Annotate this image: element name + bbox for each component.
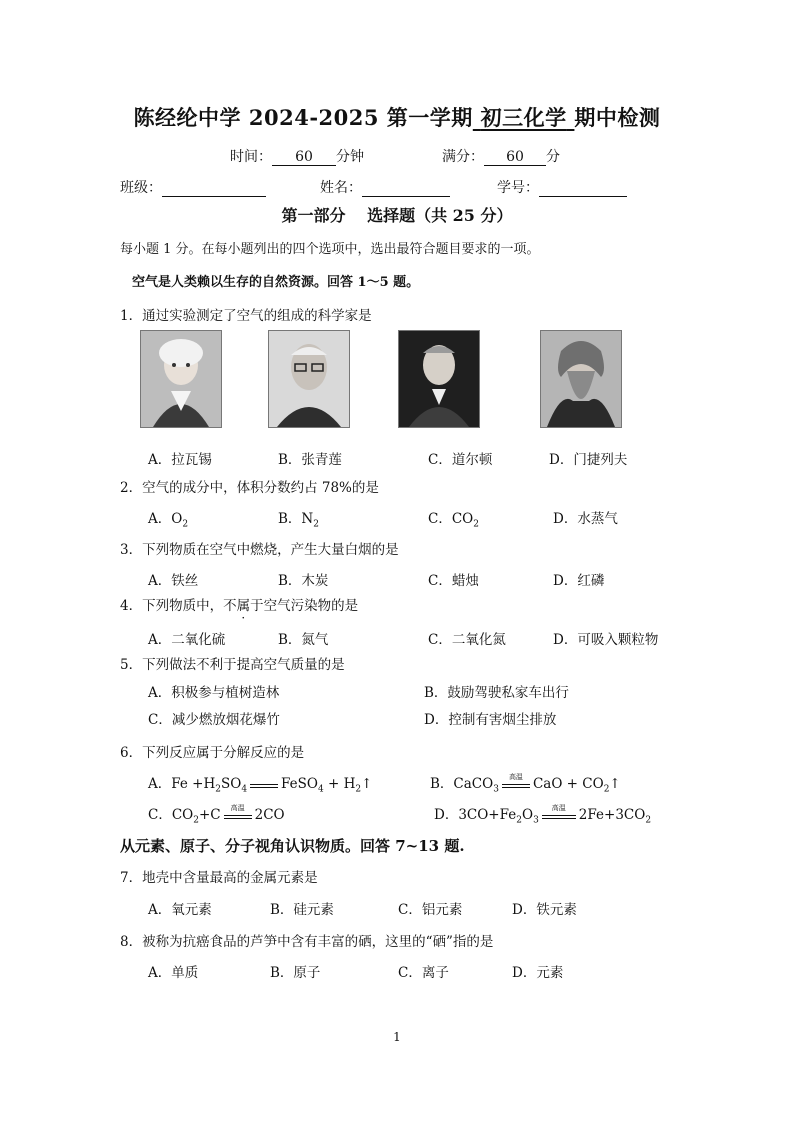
q2-option-b[interactable]: B．$N_2$ <box>278 511 319 530</box>
group-intro-2: 从元素、原子、分子视角认识物质。回答 7~13 题. <box>120 837 465 855</box>
student-id-blank[interactable] <box>539 180 627 197</box>
class-blank[interactable] <box>162 180 266 197</box>
subject-name: 初三化学 <box>480 105 567 130</box>
q1-option-a[interactable]: A．拉瓦锡 <box>148 452 212 468</box>
question-5-stem: 5．下列做法不利于提高空气质量的是 <box>120 657 345 673</box>
emphasis-dotted: 不属于 <box>223 598 264 614</box>
time-value: 60 <box>272 149 336 166</box>
q2-option-d[interactable]: D．水蒸气 <box>553 511 618 527</box>
q2-option-c[interactable]: C．$CO_2$ <box>428 511 479 530</box>
student-id-field[interactable]: 学号： <box>497 177 627 197</box>
q6-option-c[interactable]: C．$CO_2+C$ 高温 2CO <box>148 803 285 826</box>
score-value: 60 <box>484 149 546 166</box>
q1-option-c[interactable]: C．道尔顿 <box>428 452 493 468</box>
q3-option-a[interactable]: A．铁丝 <box>148 573 199 589</box>
section-title: 第一部分 选择题（共 25 分） <box>281 206 513 225</box>
q8-option-d[interactable]: D．元素 <box>512 965 564 981</box>
q3-option-c[interactable]: C．蜡烛 <box>428 573 479 589</box>
reaction-condition-arrow: 高温 <box>224 809 252 823</box>
q6-option-b[interactable]: B．CaCO$_3$ 高温 CaO + $CO_2↑$ <box>430 772 621 795</box>
q5-option-c[interactable]: C．减少燃放烟花爆竹 <box>148 712 280 728</box>
q7-option-d[interactable]: D．铁元素 <box>512 902 577 918</box>
q1-option-d[interactable]: D．门捷列夫 <box>549 452 628 468</box>
q5-option-a[interactable]: A．积极参与植树造林 <box>148 685 280 701</box>
portrait-zhang-qinglian <box>268 330 350 428</box>
name-field[interactable]: 姓名： <box>320 177 450 197</box>
portrait-lavoisier <box>140 330 222 428</box>
class-field[interactable]: 班级： <box>120 177 266 197</box>
q4-option-d[interactable]: D．可吸入颗粒物 <box>553 632 659 648</box>
q5-option-d[interactable]: D．控制有害烟尘排放 <box>424 712 557 728</box>
name-blank[interactable] <box>362 180 450 197</box>
time-field: 时间： 60 分钟 <box>230 149 364 165</box>
score-field: 满分： 60 分 <box>442 149 560 165</box>
q4-option-b[interactable]: B．氮气 <box>278 632 329 648</box>
q3-option-b[interactable]: B．木炭 <box>278 573 329 589</box>
question-4-stem: 4．下列物质中，不属于空气污染物的是 <box>120 594 358 614</box>
question-2-stem: 2．空气的成分中，体积分数约占 78%的是 <box>120 480 379 496</box>
equals-sign <box>250 778 278 792</box>
portrait-mendeleev <box>540 330 622 428</box>
question-6-stem: 6．下列反应属于分解反应的是 <box>120 745 305 761</box>
question-3-stem: 3．下列物质在空气中燃烧，产生大量白烟的是 <box>120 542 399 558</box>
q3-option-d[interactable]: D．红磷 <box>553 573 605 589</box>
question-1-stem: 1．通过实验测定了空气的组成的科学家是 <box>120 308 372 324</box>
page-number: 1 <box>393 1030 401 1044</box>
question-7-stem: 7．地壳中含量最高的金属元素是 <box>120 870 318 886</box>
q8-option-b[interactable]: B．原子 <box>270 965 321 981</box>
portrait-dalton <box>398 330 480 428</box>
exam-title: 陈经纶中学 2024-2025 第一学期 初三化学 期中检测 <box>133 105 661 130</box>
question-8-stem: 8．被称为抗癌食品的芦笋中含有丰富的硒，这里的“硒”指的是 <box>120 934 494 950</box>
q2-option-a[interactable]: A．$O_2$ <box>148 511 189 530</box>
q6-option-a[interactable]: A．$Fe +H_2SO_4$ FeSO$_4$ + $H_2↑$ <box>148 776 373 795</box>
q8-option-c[interactable]: C．离子 <box>398 965 449 981</box>
q6-option-d[interactable]: D．$3CO+Fe_2O_3$ 高温 $2Fe+3CO_2$ <box>434 803 652 826</box>
q7-option-a[interactable]: A．氧元素 <box>148 902 212 918</box>
reaction-condition-arrow: 高温 <box>502 778 530 792</box>
q8-option-a[interactable]: A．单质 <box>148 965 199 981</box>
q4-option-c[interactable]: C．二氧化氮 <box>428 632 506 648</box>
q5-option-b[interactable]: B．鼓励驾驶私家车出行 <box>424 685 569 701</box>
q7-option-b[interactable]: B．硅元素 <box>270 902 334 918</box>
q4-option-a[interactable]: A．二氧化硫 <box>148 632 226 648</box>
q1-option-b[interactable]: B．张青莲 <box>278 452 342 468</box>
group-intro-1: 空气是人类赖以生存的自然资源。回答 1～5 题。 <box>132 275 420 290</box>
instructions: 每小题 1 分。在每小题列出的四个选项中，选出最符合题目要求的一项。 <box>120 242 540 257</box>
q7-option-c[interactable]: C．铝元素 <box>398 902 463 918</box>
reaction-condition-arrow: 高温 <box>542 809 576 823</box>
